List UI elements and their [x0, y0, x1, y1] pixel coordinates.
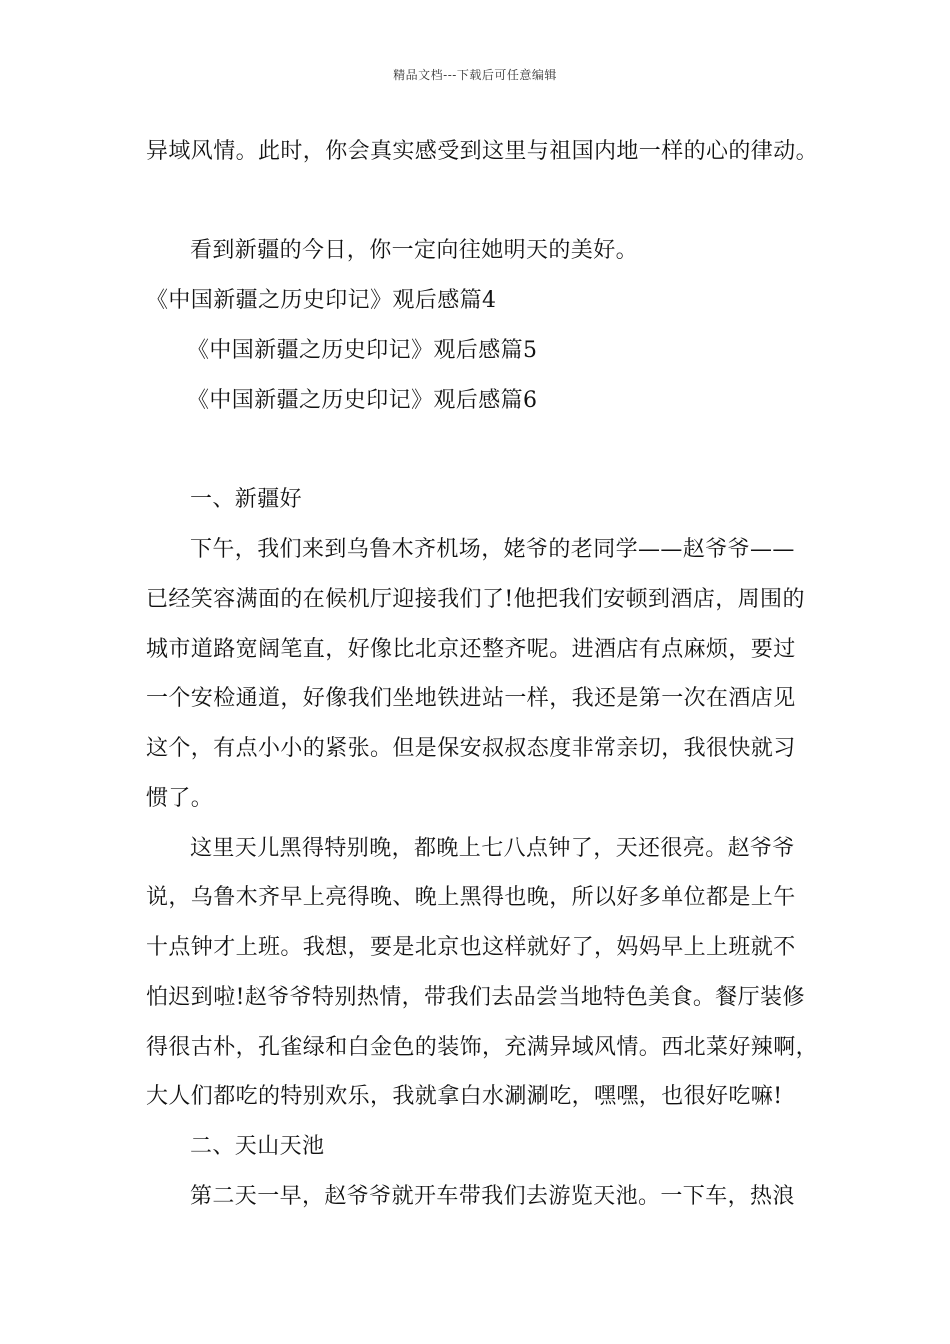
paragraph-line: 一个安检通道，好像我们坐地铁进站一样，我还是第一次在酒店见: [146, 686, 796, 711]
paragraph-line: 异域风情。此时，你会真实感受到这里与祖国内地一样的心的律动。: [146, 139, 819, 164]
paragraph-line: 十点钟才上班。我想，要是北京也这样就好了，妈妈早上上班就不: [146, 935, 796, 960]
paragraph-line: 这里天儿黑得特别晚，都晚上七八点钟了，天还很亮。赵爷爷: [190, 836, 795, 861]
section-title: 《中国新疆之历史印记》观后感篇6: [187, 388, 538, 413]
paragraph-line: 得很古朴，孔雀绿和白金色的装饰，充满异域风情。西北菜好辣啊，: [146, 1035, 819, 1060]
page-header: 精品文档---下载后可任意编辑: [393, 68, 557, 82]
paragraph-line: 惯了。: [146, 786, 214, 811]
paragraph-line: 已经笑容满面的在候机厅迎接我们了!他把我们安顿到酒店，周围的: [146, 587, 805, 612]
paragraph-line: 第二天一早，赵爷爷就开车带我们去游览天池。一下车，热浪: [190, 1184, 795, 1209]
paragraph-line: 下午，我们来到乌鲁木齐机场，姥爷的老同学——赵爷爷——: [190, 537, 795, 562]
paragraph-line: 大人们都吃的特别欢乐，我就拿白水涮涮吃，嘿嘿，也很好吃嘛!: [146, 1084, 783, 1109]
section-title: 《中国新疆之历史印记》观后感篇4: [146, 288, 497, 313]
paragraph-line: 这个，有点小小的紧张。但是保安叔叔态度非常亲切，我很快就习: [146, 736, 796, 761]
paragraph-line: 说，乌鲁木齐早上亮得晚、晚上黑得也晚，所以好多单位都是上午: [146, 885, 796, 910]
section-title: 《中国新疆之历史印记》观后感篇5: [187, 338, 538, 363]
subsection-heading: 一、新疆好: [190, 487, 303, 512]
paragraph-line: 看到新疆的今日，你一定向往她明天的美好。: [190, 238, 639, 263]
subsection-heading: 二、天山天池: [190, 1134, 325, 1159]
paragraph-line: 怕迟到啦!赵爷爷特别热情，带我们去品尝当地特色美食。餐厅装修: [146, 985, 805, 1010]
paragraph-line: 城市道路宽阔笔直，好像比北京还整齐呢。进酒店有点麻烦，要过: [146, 637, 796, 662]
